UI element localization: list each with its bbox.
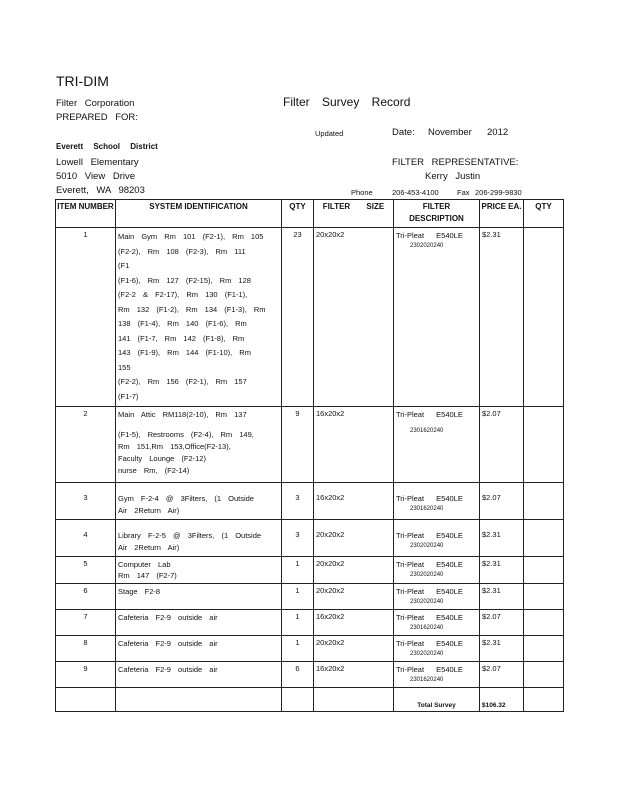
qty: 1	[282, 557, 314, 584]
filter-type: Tri-Pleat E540LE	[396, 531, 463, 540]
filter-type: Tri-Pleat E540LE	[396, 639, 463, 648]
qty: 1	[282, 610, 314, 636]
total-survey-value: $106.32	[480, 688, 524, 712]
filter-type: Tri-Pleat E540LE	[396, 587, 463, 596]
company-name-line2: Filter Corporation	[56, 98, 135, 109]
filter-size: 16x20x2	[314, 483, 394, 520]
table-row	[56, 636, 564, 662]
filter-size: 16x20x2	[314, 662, 394, 688]
system-text: Stage F2-8	[118, 587, 161, 596]
filter-description	[394, 610, 480, 636]
table-row	[56, 584, 564, 610]
filter-description	[394, 584, 480, 610]
system-text: Gym F-2-4 @ 3Filters, (1 Outside Air 2Return Air)	[118, 494, 254, 515]
empty-cell	[56, 688, 116, 712]
price-each: $2.31	[480, 228, 524, 407]
table-row	[56, 520, 564, 557]
filter-size: 16x20x2	[314, 407, 394, 483]
filter-part-number: 2302020240	[410, 599, 444, 605]
phone-label: Phone	[351, 188, 373, 197]
system-identification	[116, 483, 282, 520]
filter-type: Tri-Pleat E540LE	[396, 494, 463, 503]
filter-part-number: 2301620240	[410, 677, 444, 683]
qty: 9	[282, 407, 314, 483]
system-text: Library F-2-5 @ 3Filters, (1 Outside Air 2Return Air)	[118, 531, 262, 552]
empty-cell	[314, 688, 394, 712]
price-each: $2.07	[480, 662, 524, 688]
system-identification	[116, 228, 282, 407]
filter-type: Tri-Pleat E540LE	[396, 665, 463, 674]
fax-number: 206-299-9830	[475, 188, 522, 197]
filter-size: 20x20x2	[314, 584, 394, 610]
system-text: Cafeteria F2-9 outside air	[118, 613, 218, 622]
filter-size: 20x20x2	[314, 557, 394, 584]
filter-description	[394, 662, 480, 688]
item-number: 3	[56, 483, 116, 520]
system-text: Cafeteria F2-9 outside air	[118, 639, 218, 648]
filter-size: 20x20x2	[314, 636, 394, 662]
price-each: $2.31	[480, 520, 524, 557]
header-qty-2: QTY	[524, 200, 564, 228]
survey-title: Filter Survey Record	[283, 95, 411, 109]
price-each: $2.07	[480, 407, 524, 483]
system-identification	[116, 407, 282, 483]
filter-description	[394, 557, 480, 584]
item-number: 1	[56, 228, 116, 407]
item-number: 2	[56, 407, 116, 483]
rep-name: Kerry Justin	[425, 171, 481, 182]
table-row	[56, 662, 564, 688]
company-name: TRI-DIM	[56, 73, 109, 89]
date-year: 2012	[487, 127, 509, 138]
system-text: Main Attic RM118(2-10), Rm 137	[118, 410, 247, 419]
customer-address-line1: Lowell Elementary	[56, 157, 139, 168]
system-identification	[116, 584, 282, 610]
qty-2	[524, 584, 564, 610]
date-label: Date:	[392, 127, 415, 138]
fax-label: Fax	[457, 188, 470, 197]
qty-2	[524, 483, 564, 520]
customer-address-line2: 5010 View Drive	[56, 171, 136, 182]
table-row	[56, 557, 564, 584]
filter-size: 16x20x2	[314, 610, 394, 636]
table-row	[56, 407, 564, 483]
qty-2	[524, 520, 564, 557]
qty-2	[524, 662, 564, 688]
filter-size: 20x20x2	[314, 520, 394, 557]
qty-2	[524, 610, 564, 636]
total-row	[56, 688, 564, 712]
table-row	[56, 610, 564, 636]
filter-type: Tri-Pleat E540LE	[396, 410, 463, 419]
filter-description	[394, 636, 480, 662]
item-number: 6	[56, 584, 116, 610]
rep-label: FILTER REPRESENTATIVE:	[392, 157, 519, 168]
system-identification	[116, 610, 282, 636]
table-row	[56, 483, 564, 520]
qty-2	[524, 228, 564, 407]
price-each: $2.31	[480, 584, 524, 610]
price-each: $2.31	[480, 557, 524, 584]
system-identification	[116, 557, 282, 584]
filter-description	[394, 483, 480, 520]
filter-description	[394, 520, 480, 557]
table-row	[56, 228, 564, 407]
qty: 3	[282, 483, 314, 520]
empty-cell	[116, 688, 282, 712]
prepared-for-label: PREPARED FOR:	[56, 112, 138, 123]
qty-2	[524, 407, 564, 483]
system-identification	[116, 662, 282, 688]
system-text-continued: (F1-5), Restrooms (F2-4), Rm 149, Rm 151,Rm 153,Office(F2-13), Faculty Lounge (F2-12) nurse Rm, (F2-14)	[118, 430, 254, 475]
item-number: 7	[56, 610, 116, 636]
header-price-each: PRICE EA.	[480, 200, 524, 228]
filter-part-number: 2301620240	[410, 625, 444, 631]
header-filter-size: FILTER SIZE	[314, 200, 394, 228]
customer-name: Everett School District	[56, 142, 158, 151]
updated-label: Updated	[315, 129, 344, 138]
empty-cell	[524, 688, 564, 712]
qty: 3	[282, 520, 314, 557]
filter-part-number: 2302020240	[410, 651, 444, 657]
header-filter-description: FILTER DESCRIPTION	[394, 200, 480, 228]
filter-size: 20x20x2	[314, 228, 394, 407]
header-item-number: ITEM NUMBER	[56, 200, 116, 228]
qty-2	[524, 557, 564, 584]
filter-survey-table	[55, 199, 564, 712]
total-survey-label: Total Survey	[394, 688, 480, 712]
customer-city: Everett, WA 98203	[56, 185, 145, 196]
price-each: $2.07	[480, 483, 524, 520]
empty-cell	[282, 688, 314, 712]
header-system-identification: SYSTEM IDENTIFICATION	[116, 200, 282, 228]
qty: 1	[282, 636, 314, 662]
system-text: Computer Lab Rm 147 (F2-7)	[118, 560, 177, 580]
qty: 23	[282, 228, 314, 407]
item-number: 8	[56, 636, 116, 662]
filter-description	[394, 407, 480, 483]
filter-part-number: 2302020240	[410, 243, 444, 249]
system-identification	[116, 520, 282, 557]
filter-part-number: 2302020240	[410, 572, 444, 578]
filter-type: Tri-Pleat E540LE	[396, 613, 463, 622]
item-number: 9	[56, 662, 116, 688]
item-number: 4	[56, 520, 116, 557]
system-identification	[116, 636, 282, 662]
qty-2	[524, 636, 564, 662]
system-text: Main Gym Rm 101 (F2-1), Rm 105 (F2-2), Rm 108 (F2-3), Rm 111 (F1 (F1-6), Rm 127 (F2-15), Rm 128 (F2-2 & F2-17), Rm 130 (F1-1), Rm 132 (F1-2), Rm 134 (F1-3), Rm 138 (F1-4), Rm 140 (F1-6), Rm 141 (F1-7, Rm 142 (F1-8), Rm 143 (F1-9), Rm 144 (F1-10), Rm 155 (F2-2), Rm 156 (F2-1), Rm 157 (F1-7)	[118, 232, 266, 401]
qty: 1	[282, 584, 314, 610]
filter-type: Tri-Pleat E540LE	[396, 560, 463, 569]
price-each: $2.31	[480, 636, 524, 662]
system-text: Cafeteria F2-9 outside air	[118, 665, 218, 674]
filter-part-number: 2301620240	[410, 506, 444, 512]
filter-type: Tri-Pleat E540LE	[396, 231, 463, 240]
header-qty: QTY	[282, 200, 314, 228]
date-month: November	[428, 127, 472, 138]
filter-part-number: 2302020240	[410, 543, 444, 549]
qty: 6	[282, 662, 314, 688]
price-each: $2.07	[480, 610, 524, 636]
phone-number: 206-453-4100	[392, 188, 439, 197]
filter-description	[394, 228, 480, 407]
filter-part-number: 2301620240	[410, 428, 444, 434]
item-number: 5	[56, 557, 116, 584]
